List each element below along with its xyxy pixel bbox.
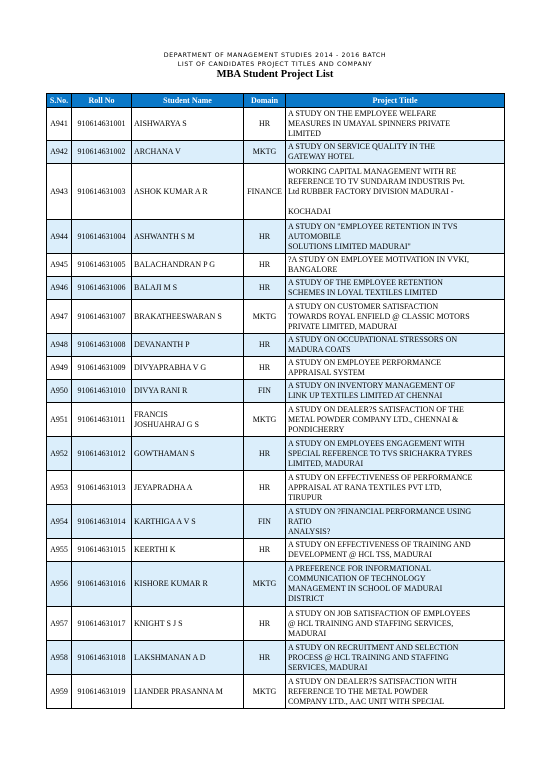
cell-roll-no: 910614631006 (72, 277, 132, 300)
cell-student-name: KEERTHI K (132, 539, 244, 562)
title-line: APPRAISAL AT RANA TEXTILES PVT LTD, (288, 482, 442, 492)
cell-sno: A955 (47, 539, 72, 562)
cell-student-name: BALAJI M S (132, 277, 244, 300)
title-line: SCHEMES IN LOYAL TEXTILES LIMITED (288, 288, 438, 297)
cell-domain: HR (244, 539, 286, 562)
title-line: SPECIAL REFERENCE TO TVS SRICHAKRA TYRES (288, 448, 473, 458)
title-line: ANALYSIS? (288, 526, 331, 536)
cell-project-title (286, 505, 505, 539)
cell-domain: HR (244, 108, 286, 141)
cell-project-title (286, 539, 505, 562)
title-line: Ltd RUBBER FACTORY DIVISION MADURAI - (288, 186, 454, 196)
page-title: MBA Student Project List (216, 69, 334, 80)
title-line: KOCHADAI (288, 206, 331, 216)
table-row (47, 380, 505, 403)
cell-student-name: ASHOK KUMAR A R (132, 164, 244, 220)
title-line: A STUDY ON DEALER?S SATISFACTION OF THE (288, 404, 464, 414)
cell-domain: HR (244, 641, 286, 675)
cell-project-title (286, 403, 505, 437)
column-header-sno: S.No. (47, 94, 72, 108)
cell-domain: HR (244, 277, 286, 300)
column-header-roll-no: Roll No (72, 94, 132, 108)
title-line: SERVICES, MADURAI (288, 662, 368, 672)
title-line: A STUDY ON INVENTORY MANAGEMENT OF (288, 381, 455, 390)
cell-domain: HR (244, 357, 286, 380)
cell-domain: HR (244, 254, 286, 277)
title-line: A STUDY ON OCCUPATIONAL STRESSORS ON (288, 335, 458, 344)
cell-sno: A946 (47, 277, 72, 300)
title-line: PONDICHERRY (288, 424, 345, 434)
cell-domain: HR (244, 437, 286, 471)
cell-sno: A958 (47, 641, 72, 675)
title-line: WORKING CAPITAL MANAGEMENT WITH RE (288, 166, 457, 176)
cell-project-title (286, 220, 505, 254)
title-line: PROCESS @ HCL TRAINING AND STAFFING (288, 652, 449, 662)
title-line: DEVELOPMENT @ HCL TSS, MADURAI (288, 550, 432, 559)
title-line: TOWARDS ROYAL ENFIELD @ CLASSIC MOTORS (288, 311, 470, 321)
cell-sno: A949 (47, 357, 72, 380)
table-row (47, 539, 505, 562)
title-line: COMPANY LTD., AAC UNIT WITH SPECIAL (288, 696, 445, 706)
cell-roll-no: 910614631010 (72, 380, 132, 403)
title-line: MADURA COATS (288, 345, 351, 354)
title-line: A STUDY ON THE EMPLOYEE WELFARE (288, 109, 437, 118)
table-row (47, 164, 505, 220)
table-row (47, 141, 505, 164)
cell-sno: A956 (47, 562, 72, 607)
cell-project-title (286, 254, 505, 277)
cell-roll-no: 910614631018 (72, 641, 132, 675)
cell-sno: A948 (47, 334, 72, 357)
cell-student-name: DEVANANTH P (132, 334, 244, 357)
table-row (47, 437, 505, 471)
cell-roll-no: 910614631002 (72, 141, 132, 164)
table-row (47, 562, 505, 607)
cell-sno: A945 (47, 254, 72, 277)
cell-student-name: FRANCIS JOSHUAHRAJ G S (132, 403, 244, 437)
table-row (47, 108, 505, 141)
title-line: MEASURES IN UMAYAL SPINNERS PRIVATE (288, 119, 450, 128)
cell-student-name: ASHWANTH S M (132, 220, 244, 254)
cell-domain: MKTG (244, 562, 286, 607)
table-body (47, 108, 505, 709)
cell-roll-no: 910614631017 (72, 607, 132, 641)
cell-domain: MKTG (244, 675, 286, 709)
title-line: A STUDY ON ?FINANCIAL PERFORMANCE USING (288, 506, 472, 516)
cell-project-title (286, 437, 505, 471)
table-row (47, 334, 505, 357)
cell-project-title (286, 334, 505, 357)
cell-student-name: KNIGHT S J S (132, 607, 244, 641)
title-line: MADURAI (288, 628, 327, 638)
cell-project-title (286, 471, 505, 505)
column-header-domain: Domain (244, 94, 286, 108)
table-header-row (47, 94, 505, 108)
table-row (47, 300, 505, 334)
cell-project-title (286, 357, 505, 380)
cell-sno: A944 (47, 220, 72, 254)
cell-student-name: KISHORE KUMAR R (132, 562, 244, 607)
cell-student-name: LIANDER PRASANNA M (132, 675, 244, 709)
cell-project-title (286, 141, 505, 164)
table-row (47, 254, 505, 277)
title-line: REFERENCE TO THE METAL POWDER (288, 686, 428, 696)
cell-student-name: AISHWARYA S (132, 108, 244, 141)
title-line: A STUDY ON EMPLOYEES ENGAGEMENT WITH (288, 438, 465, 448)
title-line: A STUDY ON CUSTOMER SATISFACTION (288, 301, 439, 311)
column-header-student-name: Student Name (132, 94, 244, 108)
cell-domain: HR (244, 334, 286, 357)
table-row (47, 607, 505, 641)
cell-student-name: ARCHANA V (132, 141, 244, 164)
title-line: PRIVATE LIMITED, MADURAI (288, 321, 397, 331)
cell-sno: A959 (47, 675, 72, 709)
cell-sno: A947 (47, 300, 72, 334)
cell-student-name: BRAKATHEESWARAN S (132, 300, 244, 334)
title-line: BANGALORE (288, 265, 338, 274)
title-line: A STUDY ON EMPLOYEE PERFORMANCE (288, 358, 442, 367)
cell-student-name: DIVYA RANI R (132, 380, 244, 403)
cell-roll-no: 910614631007 (72, 300, 132, 334)
cell-sno: A953 (47, 471, 72, 505)
cell-roll-no: 910614631005 (72, 254, 132, 277)
title-line: A STUDY ON EFFECTIVENESS OF TRAINING AND (288, 540, 471, 549)
title-line: SOLUTIONS LIMITED MADURAI" (288, 241, 411, 251)
title-line: TIRUPUR (288, 492, 323, 502)
cell-student-name: LAKSHMANAN A D (132, 641, 244, 675)
title-line: METAL POWDER COMPANY LTD., CHENNAI & (288, 414, 459, 424)
title-line: AUTOMOBILE (288, 231, 341, 241)
title-line: RATIO (288, 516, 312, 526)
title-line: REFERENCE TO TV SUNDARAM INDUSTRIS Pvt. (288, 176, 465, 186)
table-row (47, 505, 505, 539)
title-line: A PREFERENCE FOR INFORMATIONAL (288, 564, 431, 573)
cell-domain: HR (244, 607, 286, 641)
cell-roll-no: 910614631019 (72, 675, 132, 709)
table-row (47, 675, 505, 709)
cell-sno: A954 (47, 505, 72, 539)
table-row (47, 277, 505, 300)
table-row (47, 471, 505, 505)
title-line: LINK UP TEXTILES LIMITED AT CHENNAI (288, 391, 443, 400)
cell-roll-no: 910614631004 (72, 220, 132, 254)
cell-project-title (286, 641, 505, 675)
cell-roll-no: 910614631001 (72, 108, 132, 141)
title-line: ?A STUDY ON EMPLOYEE MOTIVATION IN VVKI, (288, 255, 469, 264)
cell-domain: MKTG (244, 403, 286, 437)
cell-domain: FIN (244, 505, 286, 539)
cell-student-name: BALACHANDRAN P G (132, 254, 244, 277)
cell-roll-no: 910614631003 (72, 164, 132, 220)
table-row (47, 641, 505, 675)
cell-student-name: JEYAPRADHA A (132, 471, 244, 505)
title-line: @ HCL TRAINING AND STAFFING SERVICES, (288, 618, 454, 628)
table-row (47, 220, 505, 254)
cell-roll-no: 910614631009 (72, 357, 132, 380)
cell-project-title (286, 277, 505, 300)
cell-domain: MKTG (244, 300, 286, 334)
cell-domain: MKTG (244, 141, 286, 164)
title-line: A STUDY ON SERVICE QUALITY IN THE (288, 142, 436, 151)
title-line: A STUDY ON "EMPLOYEE RETENTION IN TVS (288, 221, 458, 231)
cell-sno: A943 (47, 164, 72, 220)
title-line: LIMITED, MADURAI (288, 458, 364, 468)
title-line: GATEWAY HOTEL (288, 152, 354, 161)
title-line: A STUDY ON EFFECTIVENESS OF PERFORMANCE (288, 472, 473, 482)
cell-domain: HR (244, 220, 286, 254)
cell-project-title (286, 300, 505, 334)
title-line: A STUDY ON JOB SATISFACTION OF EMPLOYEES (288, 608, 471, 618)
title-line: DISTRICT (288, 594, 324, 603)
cell-roll-no: 910614631011 (72, 403, 132, 437)
cell-student-name: GOWTHAMAN S (132, 437, 244, 471)
cell-sno: A951 (47, 403, 72, 437)
cell-roll-no: 910614631015 (72, 539, 132, 562)
cell-roll-no: 910614631016 (72, 562, 132, 607)
title-line: APPRAISAL SYSTEM (288, 368, 365, 377)
table-row (47, 403, 505, 437)
title-line (288, 197, 502, 207)
title-line: LIMITED (288, 129, 321, 138)
cell-project-title (286, 108, 505, 141)
cell-roll-no: 910614631008 (72, 334, 132, 357)
cell-sno: A957 (47, 607, 72, 641)
cell-sno: A950 (47, 380, 72, 403)
cell-roll-no: 910614631013 (72, 471, 132, 505)
cell-project-title (286, 607, 505, 641)
cell-student-name: DIVYAPRABHA V G (132, 357, 244, 380)
cell-sno: A941 (47, 108, 72, 141)
title-line: A STUDY OF THE EMPLOYEE RETENTION (288, 278, 443, 287)
project-table (46, 93, 505, 709)
cell-domain: FIN (244, 380, 286, 403)
cell-sno: A952 (47, 437, 72, 471)
cell-project-title (286, 562, 505, 607)
cell-domain: HR (244, 471, 286, 505)
cell-roll-no: 910614631012 (72, 437, 132, 471)
column-header-project-title: Project Tittle (286, 94, 505, 108)
table-row (47, 357, 505, 380)
cell-roll-no: 910614631014 (72, 505, 132, 539)
title-line: MANAGEMENT IN SCHOOL OF MADURAI (288, 584, 443, 593)
department-heading: DEPARTMENT OF MANAGEMENT STUDIES 2014 - 2016 BATCH (163, 52, 387, 59)
cell-project-title (286, 675, 505, 709)
cell-sno: A942 (47, 141, 72, 164)
list-subheading: LIST OF CANDIDATES PROJECT TITLES AND COMPANY (177, 61, 373, 68)
cell-project-title (286, 380, 505, 403)
title-line: COMMUNICATION OF TECHNOLOGY (288, 574, 426, 583)
cell-student-name: KARTHIGA A V S (132, 505, 244, 539)
title-line: A STUDY ON RECRUITMENT AND SELECTION (288, 642, 459, 652)
cell-domain: FINANCE (244, 164, 286, 220)
cell-project-title (286, 164, 505, 220)
title-line: A STUDY ON DEALER?S SATISFACTION WITH (288, 676, 457, 686)
